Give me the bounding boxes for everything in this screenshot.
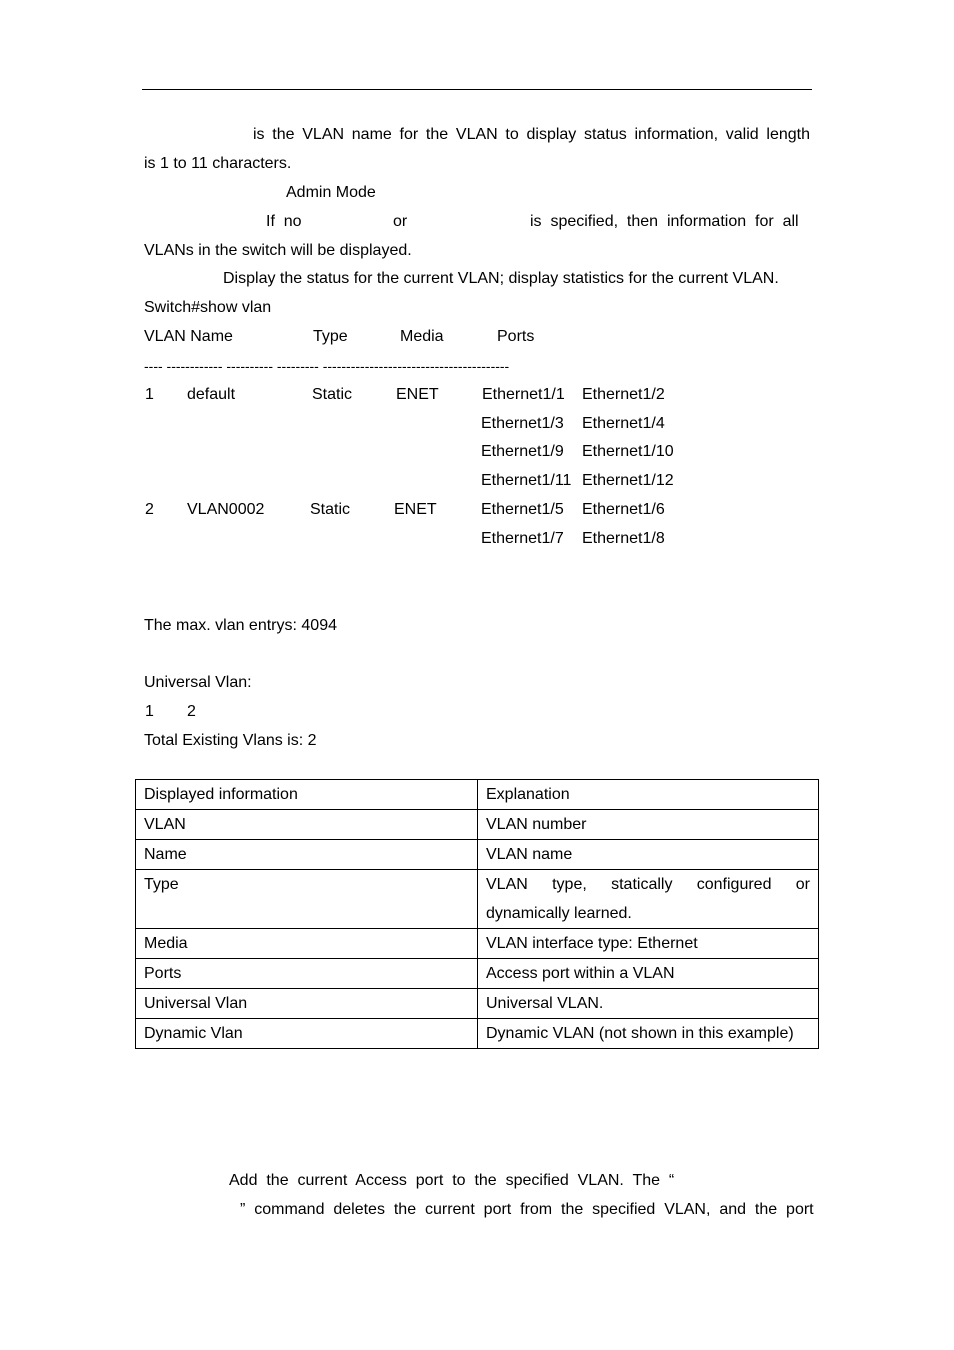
table-cell: Media [136, 929, 478, 959]
vlan-port: Ethernet1/7 [481, 530, 564, 547]
table-cell: Type [136, 870, 478, 929]
vlan-port: Ethernet1/2 [582, 386, 665, 403]
vlan-row-type: Static [310, 501, 351, 518]
table-cell: VLAN [136, 810, 478, 840]
default-rest: is specified, then information for all [530, 213, 799, 230]
default-if-no: If no [266, 213, 302, 230]
next-section-line2: ” command deletes the current port from the specified VLAN, and the port [240, 1201, 814, 1218]
table-row [136, 929, 819, 959]
vlan-port: Ethernet1/8 [582, 530, 665, 547]
col-header-ports: Ports [497, 328, 535, 345]
vlan-row-name: VLAN0002 [187, 501, 265, 518]
table-row [136, 959, 819, 989]
table-cell: VLAN number [478, 810, 819, 840]
vlan-port: Ethernet1/5 [481, 501, 564, 518]
table-row [136, 870, 819, 929]
col-header-vlan-name: VLAN Name [144, 328, 233, 345]
command-mode: Admin Mode [286, 184, 376, 201]
default-or: or [393, 213, 408, 230]
vlan-port: Ethernet1/9 [481, 443, 564, 460]
table-cell: Name [136, 840, 478, 870]
vlan-row-media: ENET [394, 501, 437, 518]
vlan-port: Ethernet1/6 [582, 501, 665, 518]
vlan-port: Ethernet1/3 [481, 415, 564, 432]
table-cell: VLAN name [478, 840, 819, 870]
table-cell: Ports [136, 959, 478, 989]
header-rule [142, 89, 812, 90]
displayed-information-table [135, 779, 819, 1049]
param-vlan-name-desc: is the VLAN name for the VLAN to display status information, valid length [253, 126, 810, 143]
col-header-type: Type [313, 328, 348, 345]
table-row [136, 1019, 819, 1049]
table-cell: Access port within a VLAN [478, 959, 819, 989]
vlan-row-media: ENET [396, 386, 439, 403]
vlan-port: Ethernet1/4 [582, 415, 665, 432]
table-header-row [136, 780, 819, 810]
default-cont: VLANs in the switch will be displayed. [144, 242, 412, 259]
table-header-cell: Displayed information [136, 780, 478, 810]
vlan-row-type: Static [312, 386, 353, 403]
vlan-row-name: default [187, 386, 236, 403]
universal-vlan-id: 2 [187, 703, 196, 720]
table-cell: Universal VLAN. [478, 989, 819, 1019]
table-row [136, 840, 819, 870]
vlan-port: Ethernet1/10 [582, 443, 674, 460]
example-command: Switch#show vlan [144, 299, 272, 316]
table-cell: Universal Vlan [136, 989, 478, 1019]
col-header-media: Media [400, 328, 444, 345]
vlan-row-id: 2 [145, 501, 154, 518]
table-row [136, 989, 819, 1019]
table-cell: Dynamic Vlan [136, 1019, 478, 1049]
table-cell: VLAN type, statically configured or dynamically learned. [478, 870, 819, 929]
universal-vlan-label: Universal Vlan: [144, 674, 252, 691]
vlan-port: Ethernet1/11 [481, 472, 572, 489]
next-section-line1: Add the current Access port to the specified VLAN. The “ [229, 1172, 675, 1189]
table-row [136, 810, 819, 840]
total-vlans: Total Existing Vlans is: 2 [144, 732, 317, 749]
vlan-port: Ethernet1/1 [482, 386, 565, 403]
table-header-cell: Explanation [478, 780, 819, 810]
max-vlan-entries: The max. vlan entrys: 4094 [144, 617, 337, 634]
param-vlan-name-desc-cont: is 1 to 11 characters. [144, 155, 292, 172]
separator-line: ---- ------------ ---------- --------- ---------------------------------------- [144, 358, 510, 374]
table-cell: Dynamic VLAN (not shown in this example) [478, 1019, 819, 1049]
vlan-row-id: 1 [145, 386, 154, 403]
table-cell: VLAN interface type: Ethernet [478, 929, 819, 959]
universal-vlan-id: 1 [145, 703, 154, 720]
usage-guide: Display the status for the current VLAN; display statistics for the current VLAN. [223, 270, 779, 287]
vlan-port: Ethernet1/12 [582, 472, 674, 489]
